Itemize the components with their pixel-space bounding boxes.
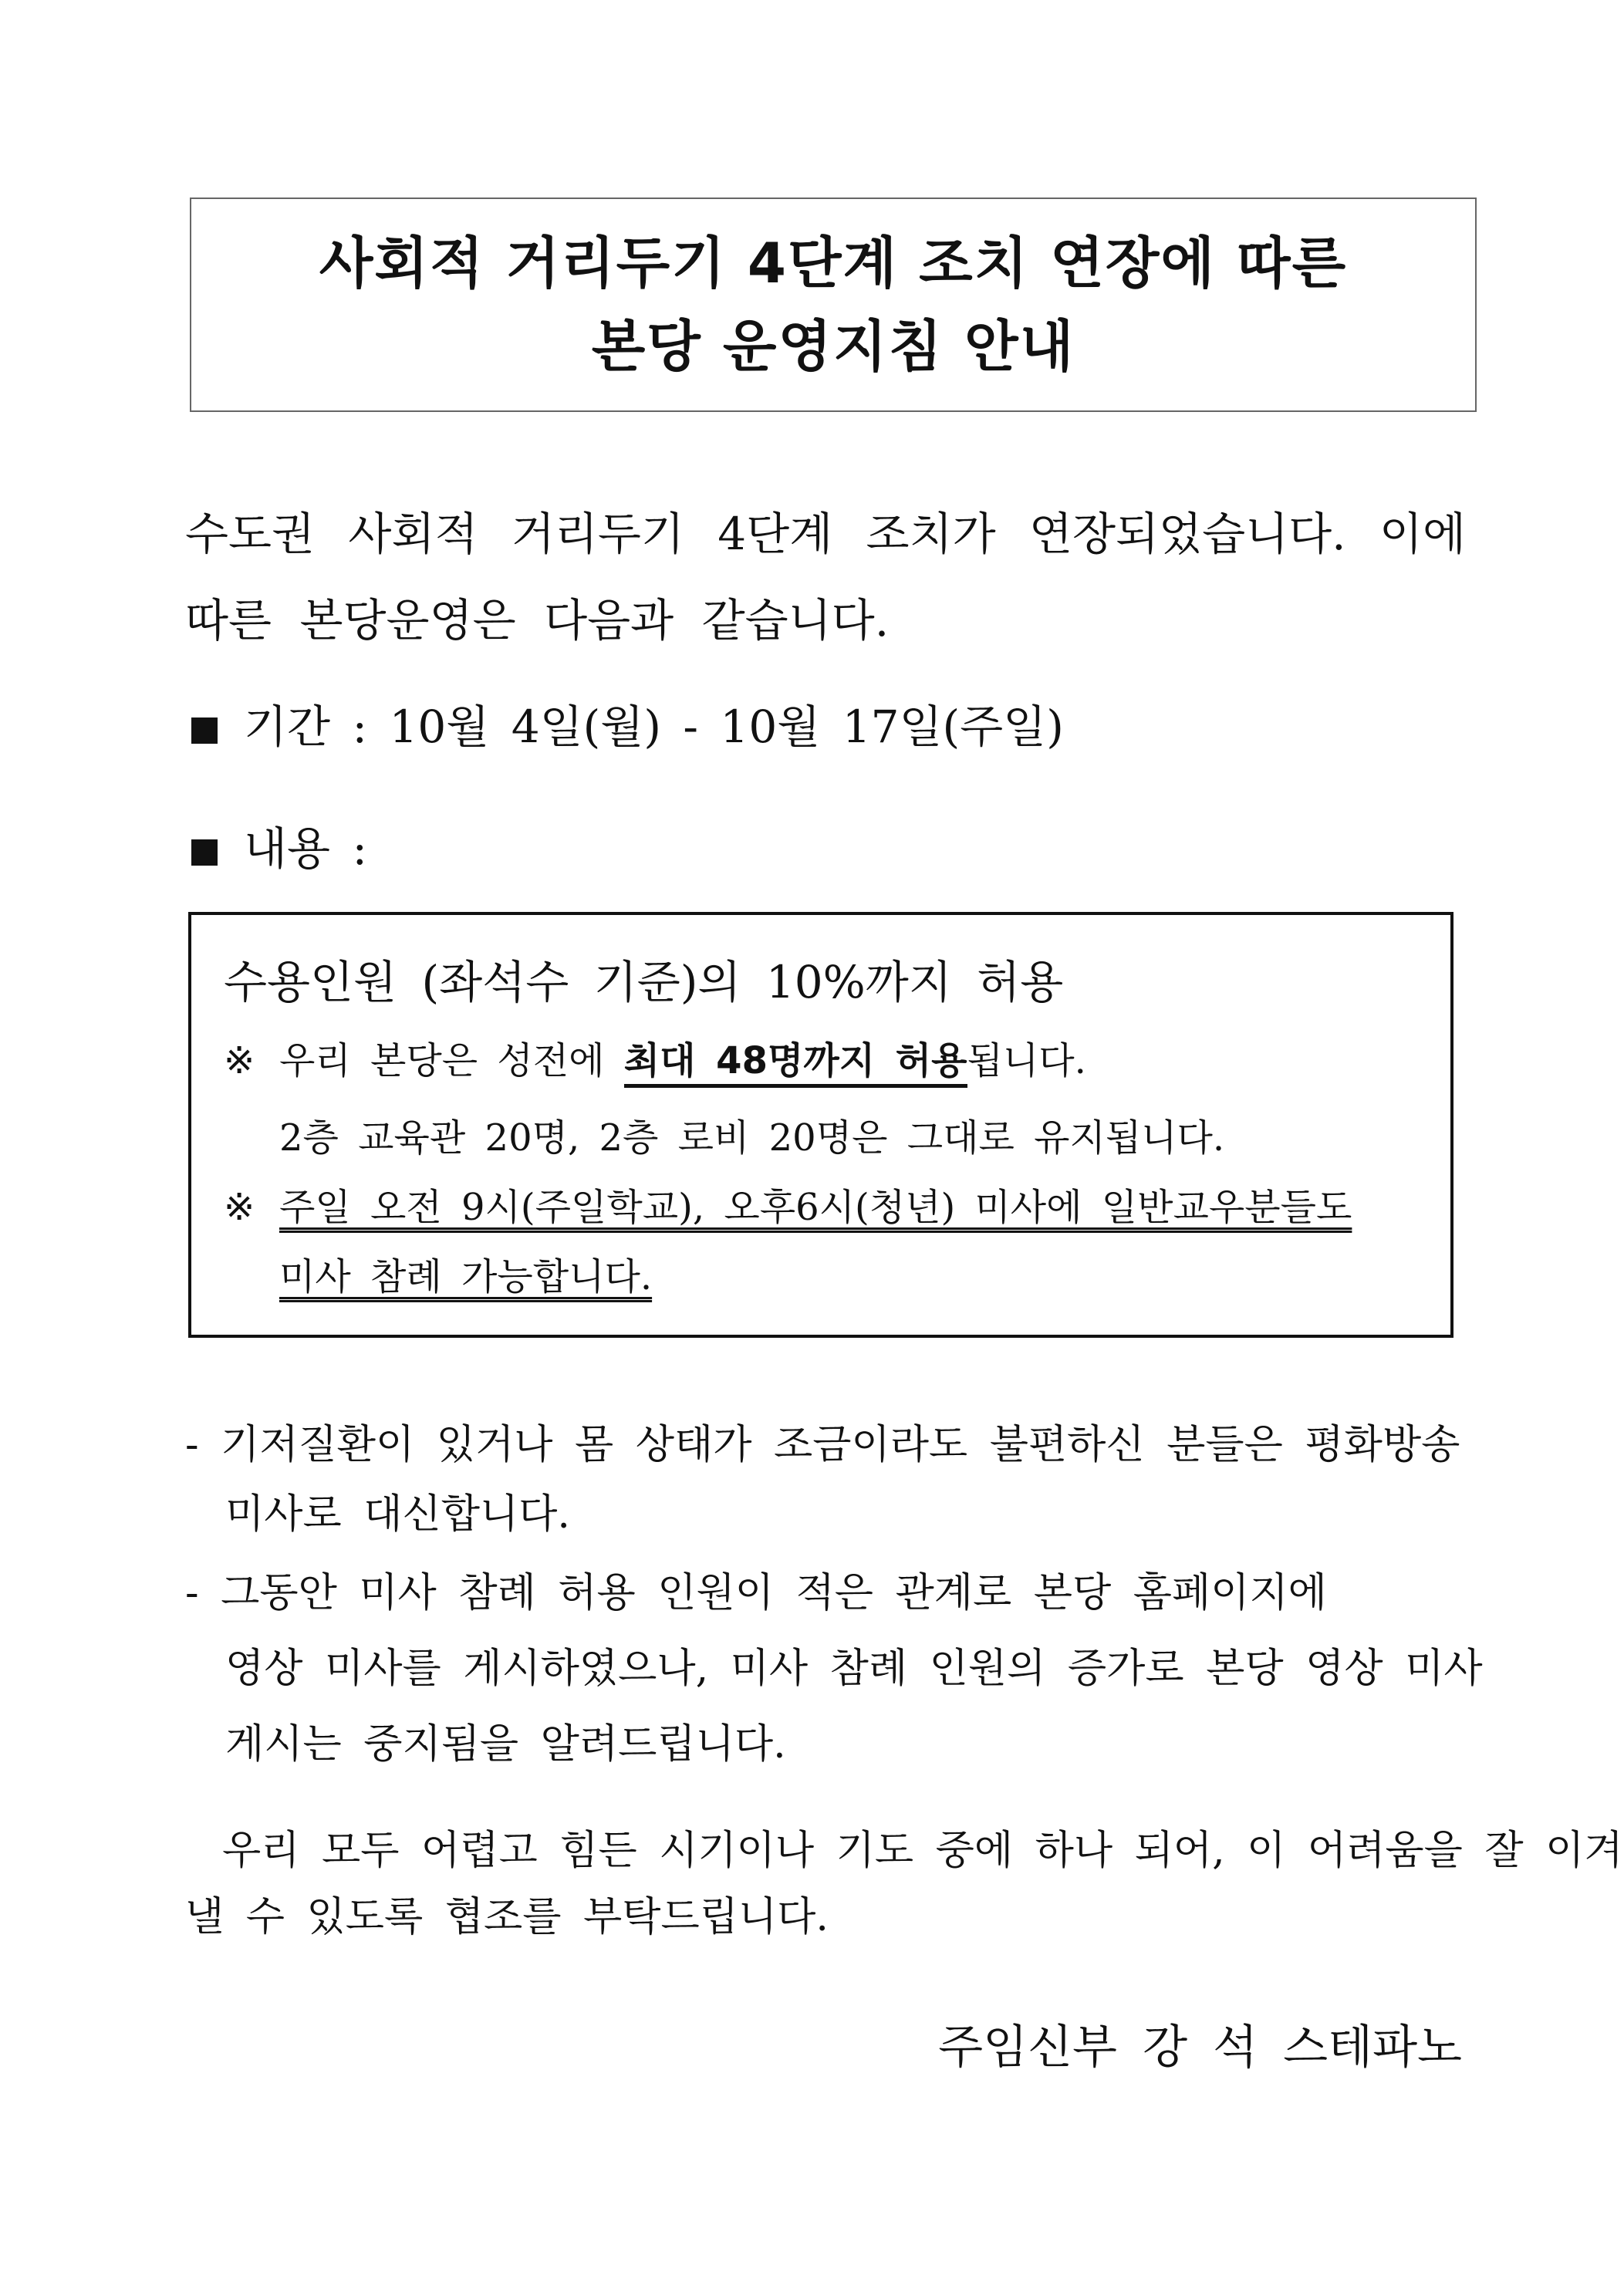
dash-item-1-line-1: - 기저질환이 있거나 몸 상태가 조금이라도 불편하신 분들은 평화방송: [185, 1422, 1460, 1468]
note-2-line-1: 주일 오전 9시(주일학교), 오후6시(청년) 미사에 일반교우분들도: [279, 1186, 1352, 1229]
dash-item-2-line-2: 영상 미사를 게시하였으나, 미사 참례 인원의 증가로 본당 영상 미사: [225, 1646, 1483, 1692]
closing-line-1: 우리 모두 어렵고 힘든 시기이나 기도 중에 하나 되어, 이 어려움을 잘 이겨: [222, 1828, 1623, 1874]
content-label: 내용 :: [244, 822, 368, 875]
reference-mark: ※: [224, 1039, 255, 1082]
period-text: 기간 : 10월 4일(월) - 10월 17일(주일): [244, 701, 1064, 753]
note-1-pre: 우리 본당은 성전에: [279, 1039, 624, 1082]
dash-item-2-line-3: 게시는 중지됨을 알려드립니다.: [225, 1721, 786, 1768]
title-box: [190, 198, 1477, 412]
reference-mark: ※: [224, 1186, 255, 1229]
max-capacity-highlight: 최대 48명까지 허용: [624, 1039, 967, 1088]
dash-item-2-line-1: - 그동안 미사 참례 허용 인원이 적은 관계로 본당 홈페이지에: [185, 1570, 1327, 1616]
period-line: [191, 696, 1064, 758]
note-2: [224, 1177, 1352, 1231]
content-box: [188, 912, 1453, 1338]
capacity-rule: 수용인원 (좌석수 기준)의 10%까지 허용: [224, 956, 1064, 1008]
content-label-line: [191, 818, 367, 880]
intro-paragraph: 수도권 사회적 거리두기 4단계 조치가 연장되었습니다. 이에 따른 본당운영은 다음과 같습니다.: [185, 508, 1466, 647]
note-1: [224, 1031, 1086, 1084]
square-bullet-icon: [191, 839, 218, 866]
note-1-line-2: 2층 교육관 20명, 2층 로비 20명은 그대로 유지됩니다.: [279, 1116, 1225, 1160]
title-line-2: 본당 운영지침 안내: [591, 314, 1075, 379]
title-line-1: 사회적 거리두기 4단계 조치 연장에 따른: [319, 231, 1348, 295]
note-2-line-2: 미사 참례 가능합니다.: [279, 1255, 653, 1298]
dash-item-1-line-2: 미사로 대신합니다.: [225, 1491, 570, 1538]
closing-line-2: 낼 수 있도록 협조를 부탁드립니다.: [185, 1894, 829, 1940]
note-1-post: 됩니다.: [967, 1039, 1086, 1082]
note-2-line-2-wrap: [279, 1247, 652, 1300]
square-bullet-icon: [191, 718, 218, 744]
signature: 주임신부 강 석 스테파노: [938, 2021, 1462, 2075]
